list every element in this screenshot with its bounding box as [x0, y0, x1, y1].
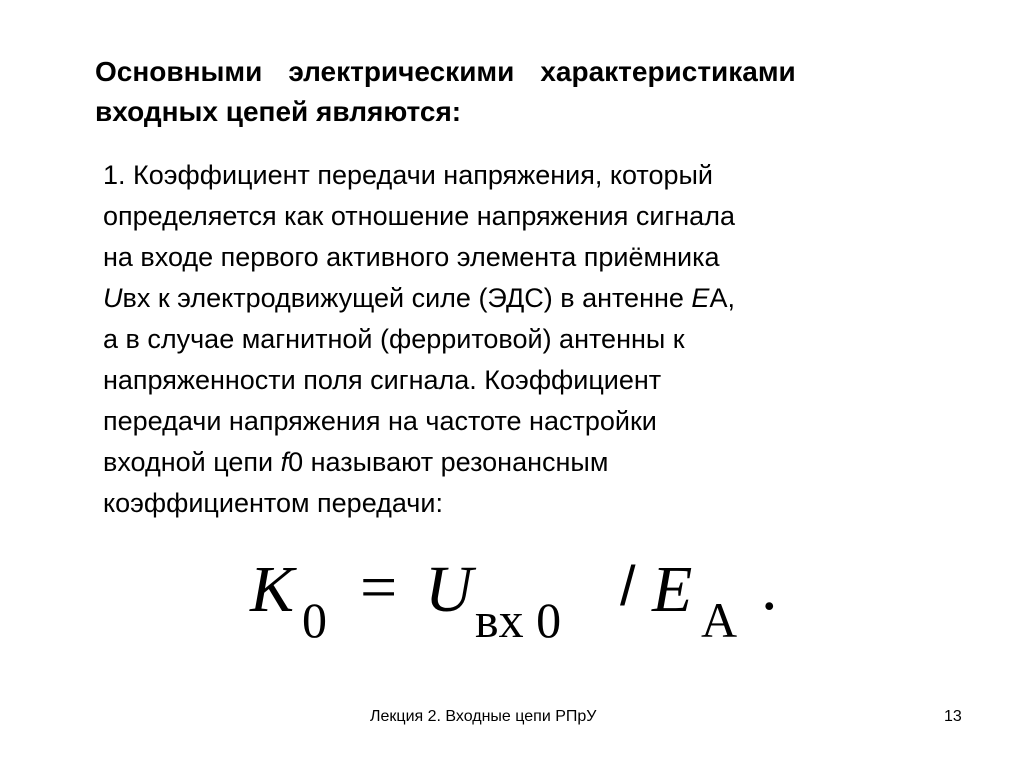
- body-line-1: 1. Коэффициент передачи напряжения, который: [103, 160, 713, 190]
- formula-k: K: [250, 553, 295, 626]
- slide-heading: [95, 52, 955, 132]
- body-line-8: [103, 442, 923, 483]
- formula-u: U: [425, 553, 473, 626]
- formula-period: .: [761, 551, 778, 624]
- heading-word-3: характеристиками: [540, 56, 796, 87]
- body-line-7: передачи напряжения на частоте настройки: [103, 406, 657, 436]
- heading-word-1: Основными: [95, 56, 263, 87]
- heading-line-2: входных цепей являются:: [95, 96, 462, 127]
- body-line-2: определяется как отношение напряжения сигнала: [103, 201, 735, 231]
- body-line-3: на входе первого активного элемента приёмника: [103, 242, 720, 272]
- line8-suffix: 0 называют резонансным: [288, 447, 609, 477]
- body-line-6: напряженности поля сигнала. Коэффициент: [103, 365, 662, 395]
- e-suffix: А,: [709, 283, 735, 313]
- formula-k-subscript: 0: [302, 592, 327, 648]
- formula-e-subscript: A: [701, 592, 738, 648]
- formula-e: E: [652, 553, 693, 626]
- heading-line-1: [95, 52, 955, 92]
- e-symbol: E: [691, 283, 710, 313]
- body-line-9: коэффициентом передачи:: [103, 488, 443, 518]
- line8-prefix: входной цепи: [103, 447, 281, 477]
- page-number: 13: [944, 708, 962, 725]
- body-line-4: [103, 278, 923, 319]
- footer-title: Лекция 2. Входные цепи РПрУ: [370, 708, 597, 725]
- body-line-5: а в случае магнитной (ферритовой) антенны к: [103, 324, 685, 354]
- f-symbol: f: [280, 447, 289, 477]
- formula-u-subscript: вх 0: [475, 592, 562, 648]
- formula-slash: /: [620, 554, 636, 617]
- formula-equals: =: [360, 551, 398, 624]
- u-suffix: вх к электродвижущей силе (ЭДС) в антенне: [122, 283, 692, 313]
- body-paragraph: [103, 155, 923, 524]
- u-symbol: U: [103, 283, 123, 313]
- heading-word-2: электрическими: [288, 56, 515, 87]
